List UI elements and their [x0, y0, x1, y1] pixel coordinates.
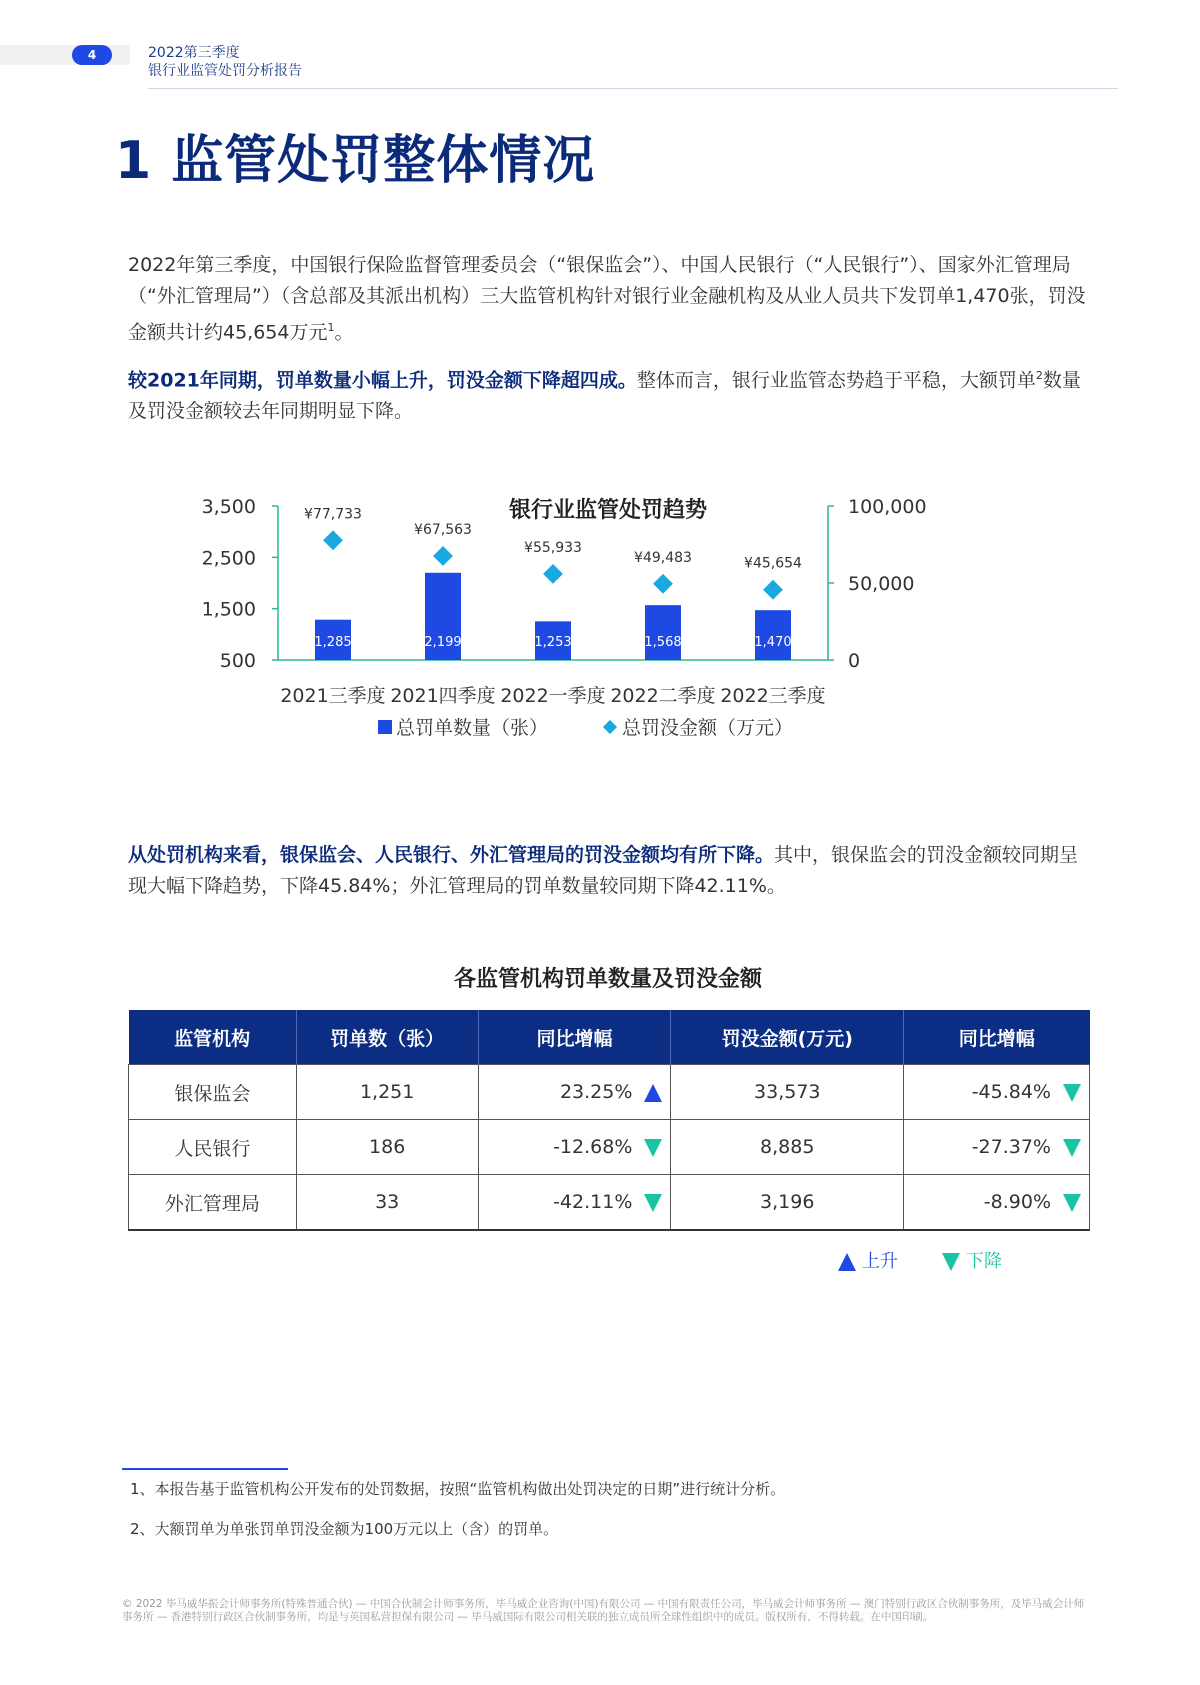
triangle-up-icon: [644, 1084, 662, 1102]
cell-amount-yoy: [904, 1175, 1090, 1231]
category-label: 2021四季度: [390, 685, 496, 707]
legend-down-label: 下降: [966, 1251, 1002, 1272]
cell-count: 33: [296, 1175, 478, 1231]
footnote-divider: [122, 1468, 288, 1470]
bar-label: 1,470: [754, 635, 792, 650]
report-title-line1: 2022第三季度: [148, 45, 240, 61]
left-tick-label: 1,500: [201, 598, 256, 621]
page-number: 4: [72, 45, 112, 65]
report-title: [148, 44, 302, 80]
cell-org: 人民银行: [129, 1120, 297, 1175]
bar-label: 1,568: [644, 635, 682, 650]
count-yoy-value: -42.11%: [553, 1191, 633, 1213]
legend-bar-swatch: [378, 720, 392, 734]
section-title: 1 监管处罚整体情况: [115, 131, 596, 191]
count-yoy-value: 23.25%: [559, 1081, 633, 1103]
paragraph-trend-text: 整体而言，银行业监管态势趋于平稳，大额罚单: [636, 369, 1036, 392]
amount-point: [543, 564, 563, 584]
header-org: 监管机构: [129, 1010, 297, 1065]
paragraph-trend: [128, 360, 1088, 427]
paragraph-intro-end: 。: [334, 321, 354, 344]
right-tick-label: 50,000: [848, 573, 915, 595]
triangle-down-icon: [644, 1139, 662, 1157]
amount-point: [433, 546, 453, 566]
amount-label: ¥45,654: [744, 555, 802, 572]
amount-label: ¥49,483: [634, 549, 692, 566]
copyright-text: © 2022 毕马威华振会计师事务所(特殊普通合伙) — 中国合伙制会计师事务所，毕马威企业咨询(中国)有限公司 — 中国有限责任公司，毕马威会计师事务所 — 澳门特别行政区合伙制事务所，及毕马威会计师事务所 — 香港特别行政区合伙制事务所，均是与英国私营担保有限公司 — 毕马威国际有限公司相关联的独立成员所全球性组织中的成员。版权所有，不得转载。在中国印刷。: [122, 1598, 1085, 1623]
category-label: 2021三季度: [280, 685, 386, 707]
cell-amount-yoy: [904, 1065, 1090, 1120]
header-count: 罚单数（张）: [296, 1010, 478, 1065]
amount-point: [653, 574, 673, 594]
paragraph-trend-end: 数量及罚没金额较去年同期明显下降。: [128, 369, 1081, 423]
cell-amount: 8,885: [671, 1120, 904, 1175]
table-row: [129, 1175, 1090, 1231]
legend-down: [942, 1247, 1002, 1273]
footnote-2: 2、大额罚单为单张罚单罚没金额为100万元以上（含）的罚单。: [130, 1520, 559, 1538]
bar-label: 1,285: [314, 635, 352, 650]
paragraph-intro-text: 2022年第三季度，中国银行保险监督管理委员会（“银保监会”）、中国人民银行（“人民银行”）、国家外汇管理局（“外汇管理局”）（含总部及其派出机构）三大监管机构针对银行业金融机构及从业人员共下发罚单1,470张，罚没金额共计约45,654万元: [128, 254, 1086, 344]
footnote-1: 1、本报告基于监管机构公开发布的处罚数据，按照“监管机构做出处罚决定的日期”进行统计分析。: [130, 1480, 786, 1498]
amount-label: ¥67,563: [414, 521, 472, 538]
table-row: [129, 1065, 1090, 1120]
amount-yoy-value: -45.84%: [971, 1081, 1051, 1103]
chart-title: 银行业监管处罚趋势: [508, 498, 708, 523]
amount-point: [763, 580, 783, 600]
cell-amount: 3,196: [671, 1175, 904, 1231]
category-label: 2022二季度: [610, 685, 716, 707]
cell-count-yoy: [478, 1175, 671, 1231]
legend-up: [838, 1247, 898, 1273]
footnote-ref-1: 1: [327, 321, 335, 334]
amount-yoy-value: -27.37%: [971, 1136, 1051, 1158]
footnote-ref-2: 2: [1035, 369, 1043, 382]
amount-point: [323, 530, 343, 550]
cell-count-yoy: [478, 1120, 671, 1175]
cell-count: 186: [296, 1120, 478, 1175]
paragraph-trend-highlight: 较2021年同期，罚单数量小幅上升，罚没金额下降超四成。: [128, 369, 637, 392]
table-title: 各监管机构罚单数量及罚没金额: [453, 967, 762, 992]
left-tick-label: 3,500: [201, 496, 256, 518]
triangle-down-icon: [1063, 1084, 1081, 1102]
cell-count: 1,251: [296, 1065, 478, 1120]
institutions-table: [128, 1010, 1090, 1231]
amount-label: ¥77,733: [304, 506, 362, 523]
cell-org: 外汇管理局: [129, 1175, 297, 1231]
triangle-down-icon: [1063, 1194, 1081, 1212]
legend-point-label: 总罚没金额（万元）: [622, 717, 794, 739]
cell-amount-yoy: [904, 1120, 1090, 1175]
triangle-down-icon: [644, 1194, 662, 1212]
trend-chart: [200, 492, 980, 812]
header-count-yoy: 同比增幅: [478, 1010, 671, 1065]
header-divider: [148, 88, 1118, 89]
legend-point-swatch: [603, 720, 617, 734]
paragraph-institutions-highlight: 从处罚机构来看，银保监会、人民银行、外汇管理局的罚没金额均有所下降。: [128, 844, 775, 866]
category-label: 2022三季度: [720, 685, 826, 707]
legend-bar-label: 总罚单数量（张）: [396, 717, 549, 739]
header-amount-yoy: 同比增幅: [904, 1010, 1090, 1065]
right-tick-label: 0: [848, 650, 861, 672]
legend-up-label: 上升: [862, 1251, 898, 1272]
cell-count-yoy: [478, 1065, 671, 1120]
paragraph-intro: [128, 250, 1088, 348]
left-tick-label: 500: [219, 650, 256, 672]
left-tick-label: 2,500: [201, 547, 256, 570]
right-tick-label: 100,000: [848, 496, 927, 518]
triangle-up-icon: [838, 1253, 856, 1271]
category-label: 2022一季度: [500, 685, 606, 707]
paragraph-institutions-text: 其中，银保监会的罚没金额较同期呈现大幅下降趋势，下降45.84%；外汇管理局的罚单数量较同期下降42.11%。: [128, 844, 1079, 897]
bar-label: 2,199: [424, 635, 462, 650]
cell-amount: 33,573: [671, 1065, 904, 1120]
triangle-down-icon: [942, 1253, 960, 1271]
table-header-row: [129, 1010, 1090, 1065]
report-title-line2: 银行业监管处罚分析报告: [148, 63, 302, 79]
table-row: [129, 1120, 1090, 1175]
bar: [645, 605, 681, 660]
bar-label: 1,253: [534, 635, 572, 650]
cell-org: 银保监会: [129, 1065, 297, 1120]
amount-yoy-value: -8.90%: [983, 1191, 1051, 1213]
amount-label: ¥55,933: [524, 539, 582, 556]
triangle-down-icon: [1063, 1139, 1081, 1157]
count-yoy-value: -12.68%: [553, 1136, 633, 1158]
paragraph-institutions: [128, 840, 1088, 902]
header-amount: 罚没金额(万元): [671, 1010, 904, 1065]
